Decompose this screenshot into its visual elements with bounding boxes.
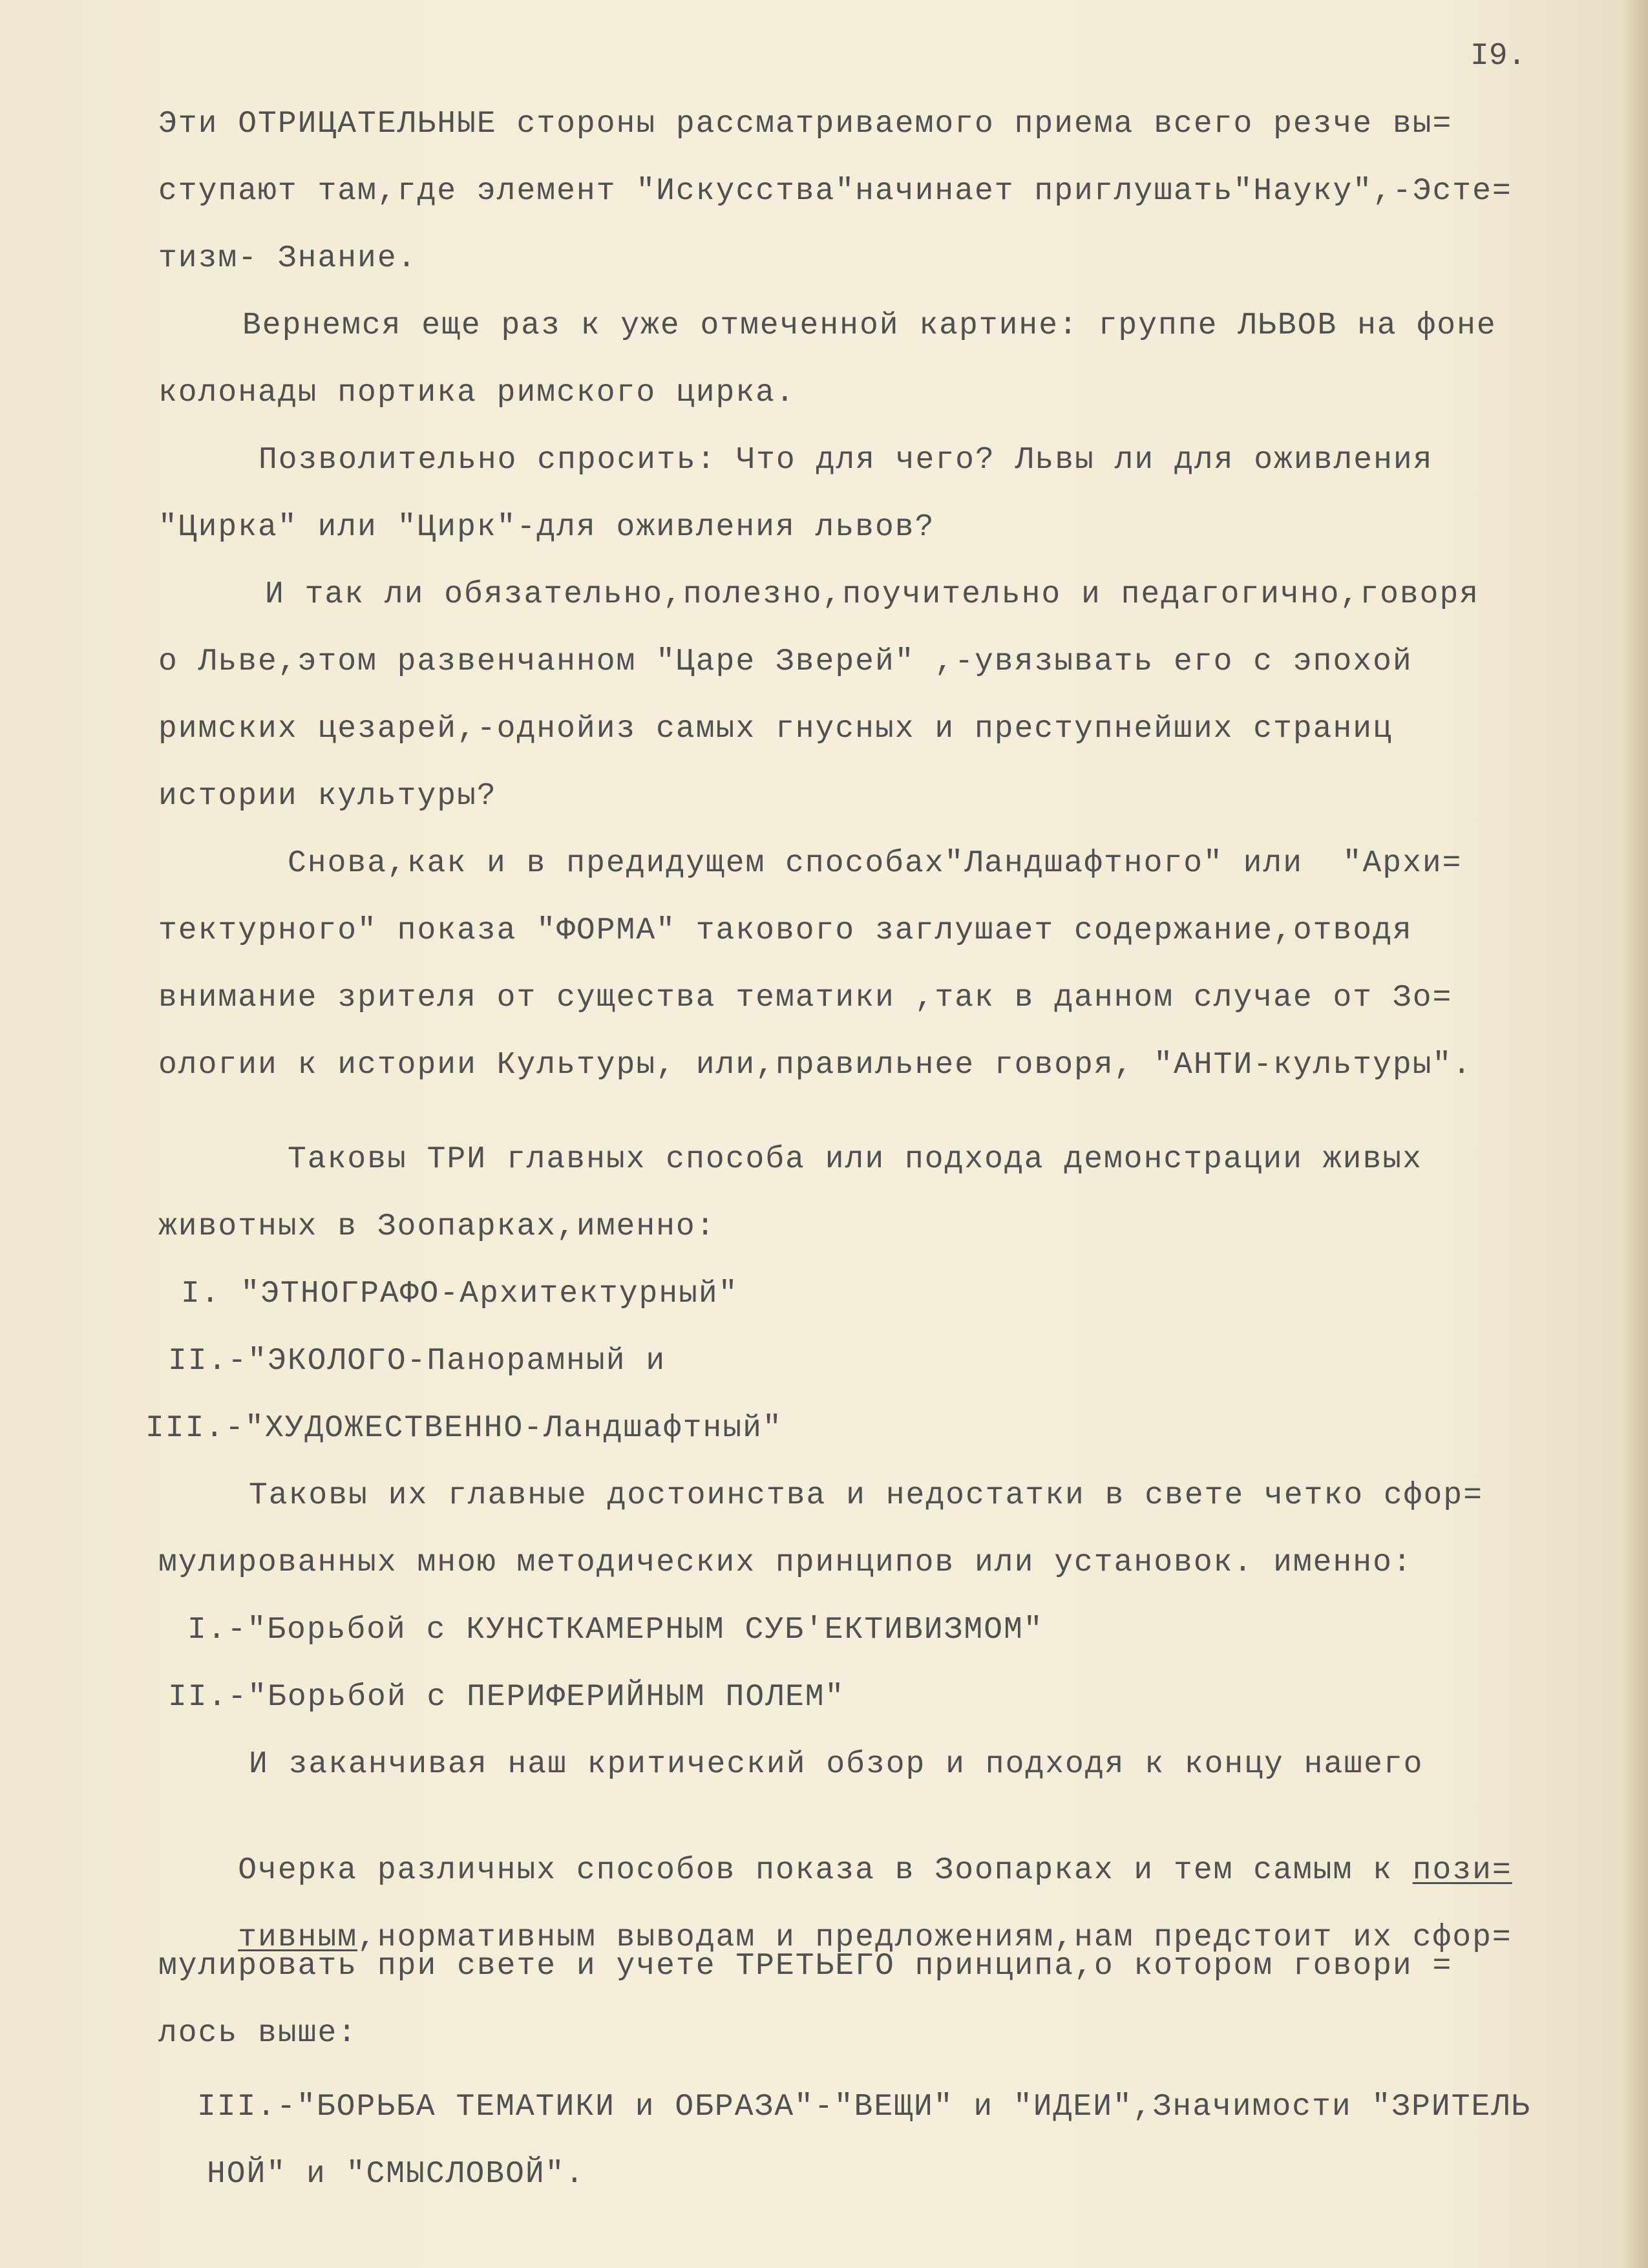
text-line: внимание зрителя от существа тематики ,так в данном случае от Зо=: [158, 980, 1453, 1015]
list-item: III.-"ХУДОЖЕСТВЕННО-Ландшафтный": [145, 1411, 783, 1446]
text-line: мулировать при свете и учете ТРЕТЬЕГО принципа,о котором говори =: [158, 1949, 1453, 1984]
text-line: животных в Зоопарках,именно:: [158, 1209, 716, 1244]
list-item: III.-"БОРЬБА ТЕМАТИКИ и ОБРАЗА"-"ВЕЩИ" и "ИДЕИ",Значимости "ЗРИТЕЛЬ: [197, 2090, 1531, 2125]
list-item: I.-"Борьбой с КУНСТКАМЕРНЫМ СУБ'ЕКТИВИЗМОМ": [187, 1613, 1044, 1648]
text-line: И так ли обязательно,полезно,поучительно и педагогично,говоря: [265, 577, 1480, 612]
text-line: лось выше:: [158, 2016, 358, 2051]
text-line: Эти ОТРИЦАТЕЛЬНЫЕ стороны рассматриваемого приема всего резче вы=: [158, 107, 1453, 142]
text-line: Таковы их главные достоинства и недостатки в свете четко сфор=: [249, 1478, 1483, 1513]
text-line: мулированных мною методических принципов или установок. именно:: [158, 1545, 1413, 1580]
text-line: НОЙ" и "СМЫСЛОВОЙ".: [207, 2157, 586, 2192]
page-number: I9.: [1470, 39, 1527, 74]
text-line: Позволительно спросить: Что для чего? Львы ли для оживления: [259, 443, 1433, 478]
text-line: ологии к истории Культуры, или,правильнее говоря, "АНТИ-культуры".: [158, 1048, 1473, 1083]
list-item: II.-"ЭКОЛОГО-Панорамный и: [168, 1344, 666, 1379]
underlined-word-part2: тивным: [238, 1920, 358, 1955]
underlined-word-part1: пози=: [1412, 1853, 1512, 1888]
text-line: колонады портика римского цирка.: [158, 376, 796, 410]
text-fragment: Очерка различных способов показа в Зоопарках и тем самым к: [238, 1853, 1413, 1888]
list-item: I. "ЭТНОГРАФО-Архитектурный": [181, 1277, 739, 1311]
text-line: римских цезарей,-однойиз самых гнусных и преступнейших страниц: [158, 712, 1393, 747]
text-line: тизм- Знание.: [158, 241, 417, 276]
text-line: ступают там,где элемент "Искусства"начинает приглушать"Науку",-Эсте=: [158, 174, 1512, 209]
text-line: И заканчивая наш критический обзор и подходя к концу нашего: [249, 1747, 1424, 1782]
text-line: истории культуры?: [158, 779, 497, 814]
text-line: тектурного" показа "ФОРМА" такового заглушает содержание,отводя: [158, 913, 1413, 948]
text-fragment: ,нормативным выводам и предложениям,нам предстоит их сфор=: [357, 1920, 1512, 1955]
text-line: "Цирка" или "Цирк"-для оживления львов?: [158, 510, 935, 545]
text-line: Вернемся еще раз к уже отмеченной картине: группе ЛЬВОВ на фоне: [242, 308, 1497, 343]
page-edge-shadow: [1622, 0, 1648, 2268]
list-item: II.-"Борьбой с ПЕРИФЕРИЙНЫМ ПОЛЕМ": [168, 1680, 845, 1715]
text-line: Таковы ТРИ главных способа или подхода демонстрации живых: [288, 1142, 1422, 1177]
text-line: о Льве,этом развенчанном "Царе Зверей" ,-увязывать его с эпохой: [158, 644, 1413, 679]
text-line: Снова,как и в предидущем способах"Ландшафтного" или "Архи=: [288, 846, 1463, 881]
